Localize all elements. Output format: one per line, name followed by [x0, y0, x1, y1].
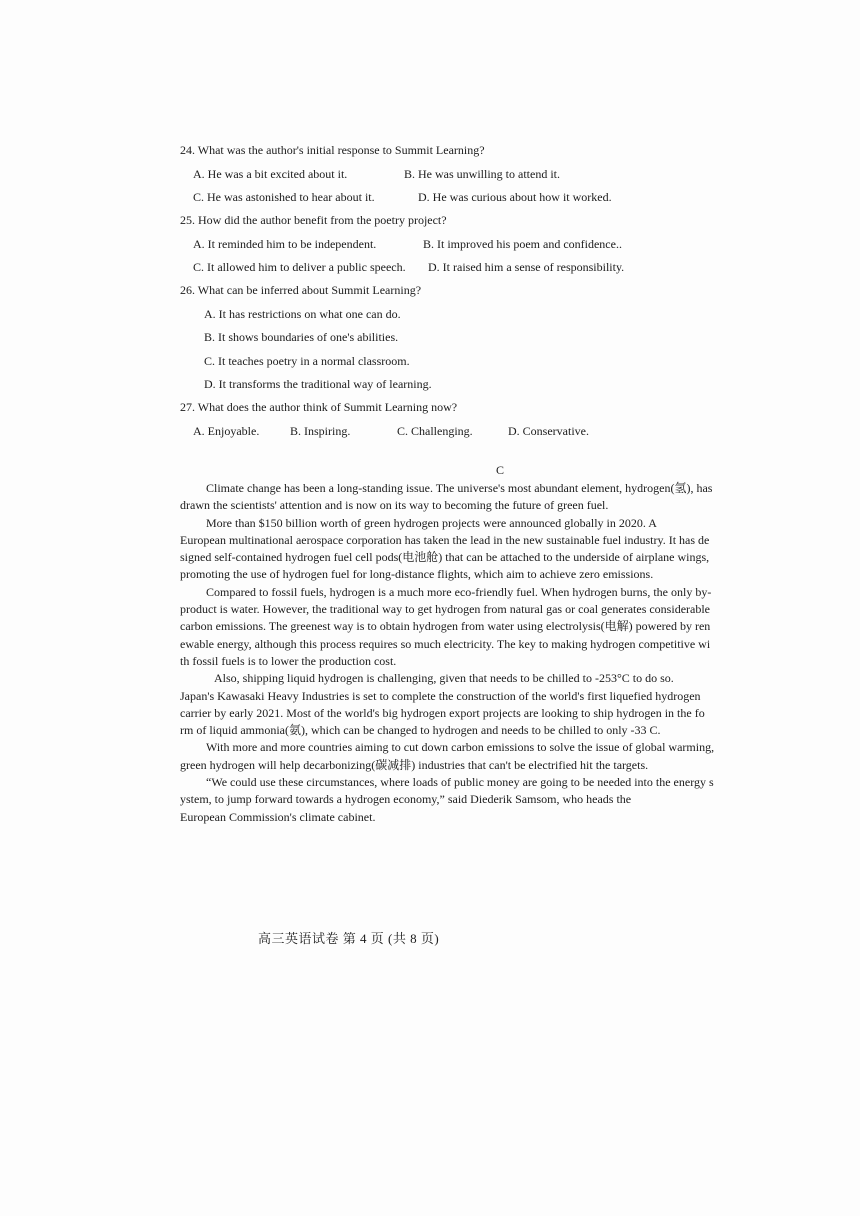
passage-line: promoting the use of hydrogen fuel for long-distance flights, which aim to achieve zero emissions.: [180, 567, 654, 582]
passage-line: product is water. However, the traditional way to get hydrogen from natural gas or coal generates considerable: [180, 602, 710, 617]
passage-line: carbon emissions. The greenest way is to obtain hydrogen from water using electrolysis(电解) powered by ren: [180, 619, 711, 634]
question-26-stem: 26. What can be inferred about Summit Learning?: [180, 283, 422, 297]
passage-line: With more and more countries aiming to cut down carbon emissions to solve the issue of global warming,: [206, 740, 715, 755]
passage-line: More than $150 billion worth of green hydrogen projects were announced globally in 2020. A: [206, 515, 657, 530]
passage-line: drawn the scientists' attention and is now on its way to becoming the future of green fuel.: [180, 498, 609, 513]
question-25-option-a: A. It reminded him to be independent.: [193, 237, 377, 251]
section-letter: C: [496, 463, 505, 477]
passage-line: Compared to fossil fuels, hydrogen is a much more eco-friendly fuel. When hydrogen burns, the only by-: [206, 584, 712, 599]
question-26-option-b: B. It shows boundaries of one's abilities.: [204, 330, 399, 344]
question-27-stem: 27. What does the author think of Summit Learning now?: [180, 400, 458, 414]
question-27-option-d: D. Conservative.: [508, 424, 589, 438]
passage-line: Japan's Kawasaki Heavy Industries is set to complete the construction of the world's first liquefied hydrogen: [180, 688, 701, 703]
question-24-stem: 24. What was the author's initial response to Summit Learning?: [180, 143, 485, 157]
passage-line: European multinational aerospace corporation has taken the lead in the new sustainable fuel industry. It has de: [180, 532, 710, 547]
passage-line: green hydrogen will help decarbonizing(碳减排) industries that can't be electrified hit the targets.: [180, 757, 649, 772]
passage-line: ewable energy, although this process requires so much electricity. The key to making hydrogen competitive wi: [180, 636, 711, 651]
question-24-option-c: C. He was astonished to hear about it.: [193, 190, 375, 204]
reading-passage: [180, 480, 756, 826]
question-25-option-d: D. It raised him a sense of responsibility.: [428, 260, 625, 274]
question-24-option-a: A. He was a bit excited about it.: [193, 167, 348, 181]
question-26-option-a: A. It has restrictions on what one can do.: [204, 307, 401, 321]
question-25-option-c: C. It allowed him to deliver a public speech.: [193, 260, 406, 274]
passage-line: Climate change has been a long-standing issue. The universe's most abundant element, hydrogen(氢), has: [206, 481, 713, 495]
passage-line: rm of liquid ammonia(氨), which can be changed to hydrogen and needs to be chilled to only -33 C.: [180, 723, 661, 738]
question-25-stem: 25. How did the author benefit from the poetry project?: [180, 213, 447, 227]
passage-line: “We could use these circumstances, where loads of public money are going to be needed into the energy s: [206, 775, 714, 790]
question-25-option-b: B. It improved his poem and confidence..: [423, 237, 622, 251]
passage-line: signed self-contained hydrogen fuel cell pods(电池舱) that can be attached to the underside of airplane wings,: [180, 550, 710, 565]
question-24-option-d: D. He was curious about how it worked.: [418, 190, 612, 204]
question-26-option-c: C. It teaches poetry in a normal classroom.: [204, 354, 410, 368]
question-27-option-b: B. Inspiring.: [290, 424, 351, 438]
passage-line: ystem, to jump forward towards a hydrogen economy,” said Diederik Samsom, who heads the: [180, 792, 632, 807]
passage-line: European Commission's climate cabinet.: [180, 809, 376, 824]
passage-line: carrier by early 2021. Most of the world's big hydrogen export projects are looking to ship hydrogen in the fo: [180, 705, 705, 720]
page-footer: 高三英语试卷 第 4 页 (共 8 页): [258, 931, 440, 946]
question-27-option-c: C. Challenging.: [397, 424, 473, 438]
question-27-option-a: A. Enjoyable.: [193, 424, 260, 438]
passage-line: th fossil fuels is to lower the production cost.: [180, 653, 397, 668]
question-24-option-b: B. He was unwilling to attend it.: [404, 167, 560, 181]
question-26-option-d: D. It transforms the traditional way of learning.: [204, 377, 432, 391]
passage-line: Also, shipping liquid hydrogen is challenging, given that needs to be chilled to -253°C to do so.: [214, 671, 674, 686]
